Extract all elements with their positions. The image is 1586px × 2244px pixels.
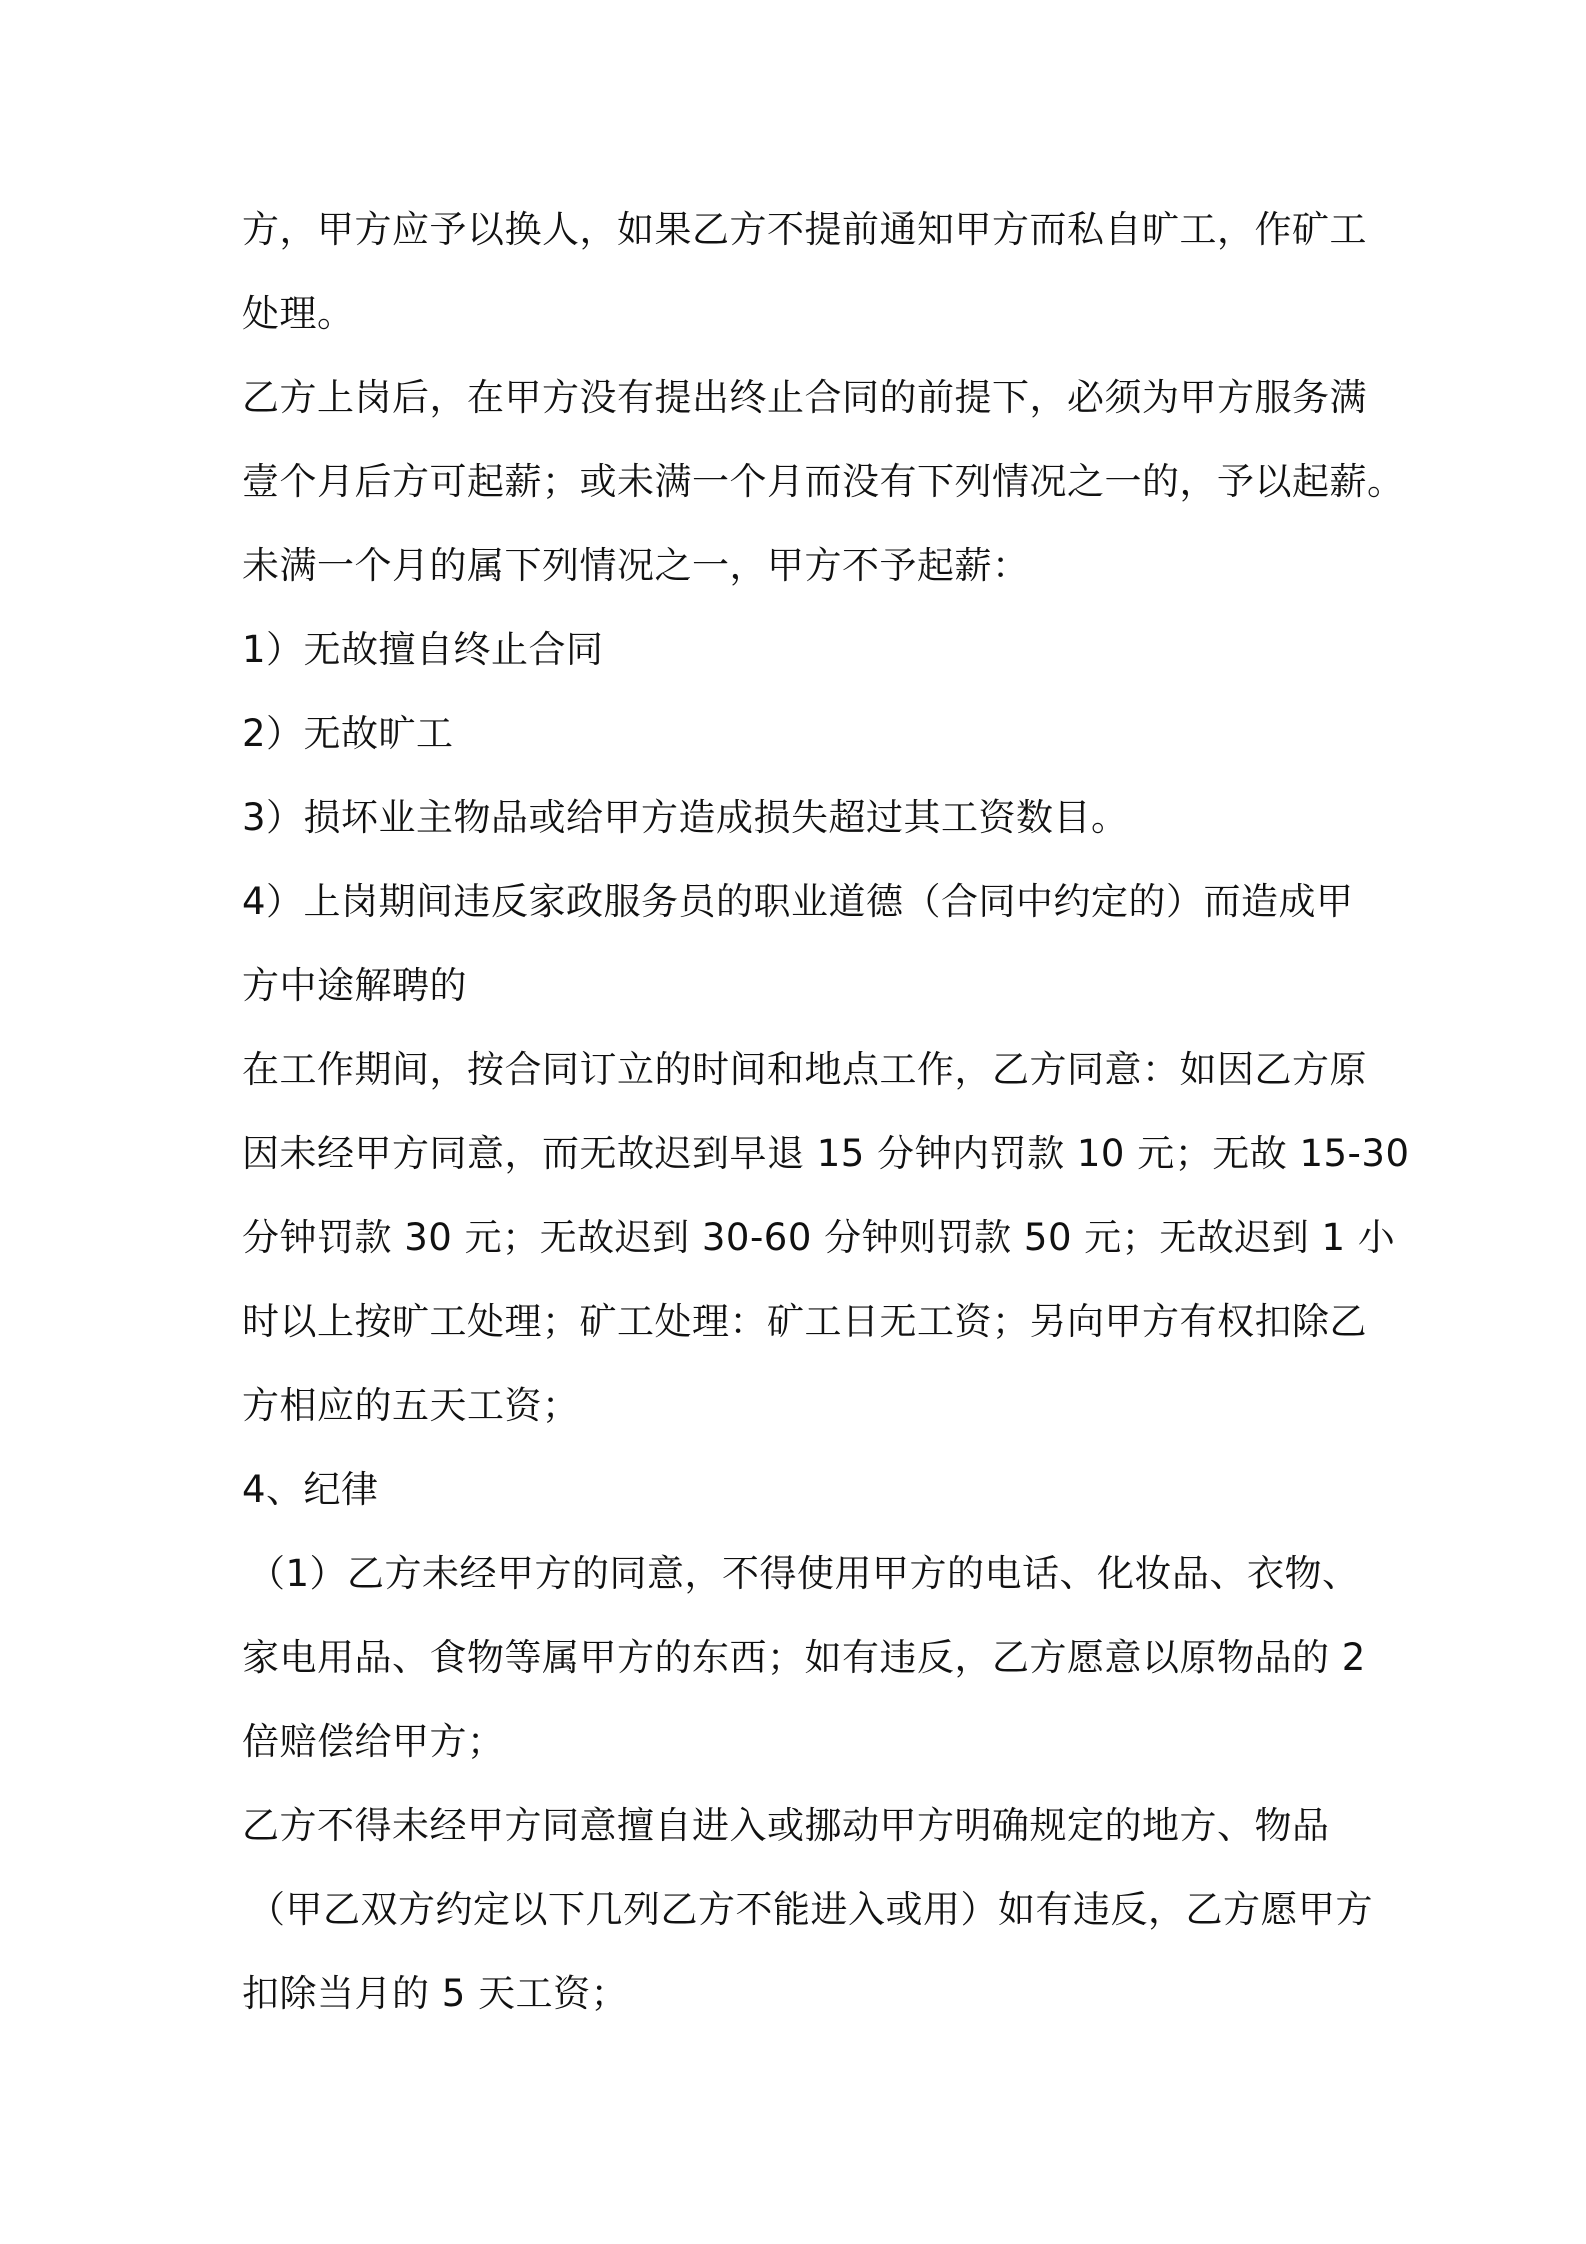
text-line: 倍赔偿给甲方； bbox=[242, 1720, 505, 1763]
text-line: 分钟罚款 30 元；无故迟到 30-60 分钟则罚款 50 元；无故迟到 1 小 bbox=[242, 1216, 1396, 1259]
text-line: 方中途解聘的 bbox=[242, 964, 467, 1007]
section-heading: 4、纪律 bbox=[242, 1468, 379, 1511]
list-item: 3）损坏业主物品或给甲方造成损失超过其工资数目。 bbox=[242, 796, 1129, 839]
list-item: 1）无故擅自终止合同 bbox=[242, 628, 604, 671]
list-item: 4）上岗期间违反家政服务员的职业道德（合同中约定的）而造成甲 bbox=[242, 880, 1354, 923]
text-line: 在工作期间，按合同订立的时间和地点工作，乙方同意：如因乙方原 bbox=[242, 1048, 1367, 1091]
text-line: 因未经甲方同意，而无故迟到早退 15 分钟内罚款 10 元；无故 15-30 bbox=[242, 1132, 1410, 1175]
list-item: 2）无故旷工 bbox=[242, 712, 454, 755]
text-line: 乙方不得未经甲方同意擅自进入或挪动甲方明确规定的地方、物品 bbox=[242, 1804, 1330, 1847]
text-line: （1）乙方未经甲方的同意，不得使用甲方的电话、化妆品、衣物、 bbox=[248, 1552, 1360, 1595]
text-line: 未满一个月的属下列情况之一，甲方不予起薪： bbox=[242, 544, 1030, 587]
text-line: 方相应的五天工资； bbox=[242, 1384, 580, 1427]
text-line: 壹个月后方可起薪；或未满一个月而没有下列情况之一的，予以起薪。 bbox=[242, 460, 1405, 503]
text-line: 扣除当月的 5 天工资； bbox=[242, 1972, 629, 2015]
text-line: 方，甲方应予以换人，如果乙方不提前通知甲方而私自旷工，作矿工 bbox=[242, 208, 1367, 251]
text-line: （甲乙双方约定以下几列乙方不能进入或用）如有违反，乙方愿甲方 bbox=[248, 1888, 1373, 1931]
text-line: 乙方上岗后，在甲方没有提出终止合同的前提下，必须为甲方服务满 bbox=[242, 376, 1367, 419]
text-line: 家电用品、食物等属甲方的东西；如有违反，乙方愿意以原物品的 2 bbox=[242, 1636, 1366, 1679]
text-line: 处理。 bbox=[242, 292, 355, 335]
text-line: 时以上按旷工处理；矿工处理：矿工日无工资；另向甲方有权扣除乙 bbox=[242, 1300, 1367, 1343]
